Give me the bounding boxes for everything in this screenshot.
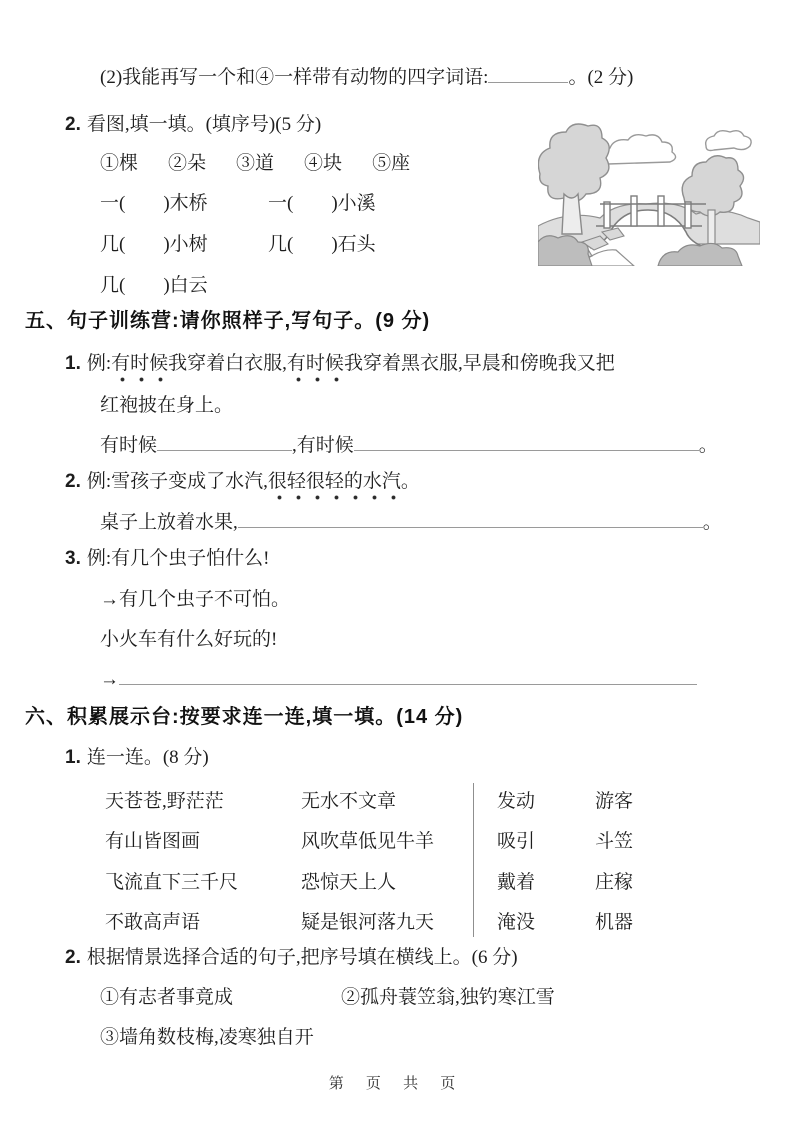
match-left-4[interactable]: 不敢高声语 <box>105 912 201 934</box>
bridge-post-2 <box>631 196 637 226</box>
question-1-2-prefix: (2) <box>100 66 123 88</box>
match-noun-4[interactable]: 机器 <box>595 912 634 934</box>
section-6-number: 六、 <box>25 706 67 728</box>
s5-item3-number: 3. <box>65 548 81 569</box>
s5-item1-emph2: 有时候 <box>287 353 344 382</box>
s5-item3-example <box>65 545 269 573</box>
question-2-title <box>65 111 321 139</box>
s6-item2-title-text: 根据情景选择合适的句子,把序号填在横线上。(6 分) <box>86 947 518 968</box>
measure-blank-wood-bridge[interactable]: 一( )木桥 <box>100 193 208 214</box>
match-left-3[interactable]: 飞流直下三千尺 <box>105 871 239 893</box>
match-left-1[interactable]: 天苍苍,野茫茫 <box>105 790 224 812</box>
measure-blank-stone[interactable]: 几( )石头 <box>268 234 376 255</box>
s5-item1-fill-mid: ,有时候 <box>292 434 354 456</box>
match-right-1[interactable]: 无水不文章 <box>301 790 397 812</box>
matching-divider <box>473 783 474 937</box>
match-left-2[interactable]: 有山皆图画 <box>105 831 201 853</box>
s5-item2-number: 2. <box>65 471 81 492</box>
s5-item2-pre: 例:雪孩子变成了水汽, <box>86 471 268 492</box>
s5-item2-answer-line <box>100 507 722 537</box>
section-5-title: 句子训练营:请你照样子,写句子。(9 分) <box>67 310 431 332</box>
match-noun-1[interactable]: 游客 <box>595 790 634 812</box>
s5-item3-line3: 小火车有什么好玩的! <box>100 629 278 650</box>
match-row-2 <box>105 820 720 861</box>
option-4-kuai: ④块 <box>304 153 343 174</box>
match-verb-4[interactable]: 淹没 <box>497 912 536 934</box>
sentence-option-3: ③墙角数枝梅,凌寒独自开 <box>100 1027 314 1048</box>
s5-item2-fill-pre: 桌子上放着水果, <box>100 511 238 533</box>
question-2-number: 2. <box>65 114 81 135</box>
s5-item1-number: 1. <box>65 353 81 374</box>
s6-item2-options-row-2 <box>100 1024 314 1052</box>
s5-item3-line2: →有几个虫子不可怕。 <box>100 589 291 610</box>
s6-item2-options-row-1 <box>100 984 555 1012</box>
s6-item1-title <box>65 744 209 772</box>
s5-item1-example <box>65 350 615 378</box>
s5-item3-line1: 例:有几个虫子怕什么! <box>86 548 270 569</box>
measure-row-3 <box>100 272 268 300</box>
match-row-1 <box>105 779 720 820</box>
question-1-2 <box>100 62 633 92</box>
measure-row-2 <box>100 231 376 259</box>
match-noun-2[interactable]: 斗笠 <box>595 831 634 853</box>
match-verb-2[interactable]: 吸引 <box>497 831 536 853</box>
bridge-post-1 <box>604 202 610 228</box>
page-footer <box>0 1072 793 1093</box>
measure-row-1 <box>100 190 376 218</box>
section-6-title: 积累展示台:按要求连一连,填一填。(14 分) <box>67 706 464 728</box>
match-noun-3[interactable]: 庄稼 <box>595 871 634 893</box>
section-6-header <box>25 703 463 731</box>
bridge-post-3 <box>658 196 664 226</box>
answer-blank-sometimes-1[interactable] <box>157 430 292 451</box>
s5-item2-post: 。 <box>400 471 420 492</box>
bridge-post-4 <box>685 202 691 228</box>
s6-item2-title <box>65 944 518 972</box>
question-2-title-text: 看图,填一填。(填序号)(5 分) <box>86 114 322 135</box>
s5-item1-fill-end: 。 <box>698 434 718 456</box>
s5-item1-line2-text: 红袍披在身上。 <box>100 395 234 416</box>
question-1-2-text: 我能再写一个和④一样带有动物的四字词语: <box>122 66 489 88</box>
s5-item1-answer-line <box>100 430 718 460</box>
measure-blank-stream[interactable]: 一( )小溪 <box>268 193 376 214</box>
s5-item1-pre: 例: <box>86 353 112 374</box>
match-row-4 <box>105 901 720 942</box>
option-2-duo: ②朵 <box>168 153 207 174</box>
cloud-large <box>600 135 676 165</box>
option-1-ke: ①棵 <box>100 153 139 174</box>
s5-item2-fill-end: 。 <box>702 511 722 533</box>
s5-item3-converted <box>100 586 290 614</box>
bridge-landscape-illustration <box>538 114 760 266</box>
question-2-options <box>100 150 410 178</box>
left-tree-trunk <box>562 194 582 234</box>
cloud-small <box>706 131 751 151</box>
sentence-option-1: ①有志者事竟成 <box>100 987 234 1008</box>
answer-blank-train-sentence[interactable] <box>119 664 697 685</box>
page-footer-text: 第 页 共 页 <box>328 1075 465 1092</box>
option-5-zuo: ⑤座 <box>372 153 411 174</box>
s6-item1-number: 1. <box>65 747 81 768</box>
answer-blank-fruit-sentence[interactable] <box>238 507 703 528</box>
s5-item1-mid1: 我穿着白衣服, <box>168 353 287 374</box>
match-right-2[interactable]: 风吹草低见牛羊 <box>301 831 435 853</box>
s5-item2-emph: 很轻很轻的水汽 <box>268 471 401 500</box>
measure-blank-white-cloud[interactable]: 几( )白云 <box>100 275 208 296</box>
match-right-4[interactable]: 疑是银河落九天 <box>301 912 435 934</box>
section-5-number: 五、 <box>25 310 67 332</box>
match-verb-3[interactable]: 戴着 <box>497 871 536 893</box>
s5-item3-prompt <box>100 626 277 654</box>
s6-item1-title-text: 连一连。(8 分) <box>86 747 209 768</box>
measure-blank-small-tree[interactable]: 几( )小树 <box>100 234 208 255</box>
answer-blank-sometimes-2[interactable] <box>354 430 699 451</box>
right-tree-trunk <box>708 210 715 244</box>
section-5-header <box>25 307 430 335</box>
s5-item1-fill-lead: 有时候 <box>100 434 158 456</box>
s6-item2-number: 2. <box>65 947 81 968</box>
sentence-option-2: ②孤舟蓑笠翁,独钓寒江雪 <box>341 987 555 1008</box>
s5-item2-example <box>65 468 420 496</box>
s5-item1-emph1: 有时候 <box>111 353 168 382</box>
left-tree-foliage <box>538 124 609 201</box>
match-row-3 <box>105 860 720 901</box>
s5-item3-answer-line <box>100 664 697 694</box>
s5-item1-example-line2 <box>100 392 233 420</box>
match-verb-1[interactable]: 发动 <box>497 790 536 812</box>
matching-exercise <box>105 779 720 941</box>
match-right-3[interactable]: 恐惊天上人 <box>301 871 397 893</box>
question-1-2-suffix: 。(2 分) <box>568 66 634 88</box>
arrow-icon: → <box>100 668 119 690</box>
s5-item1-mid2: 我穿着黑衣服,早晨和傍晚我又把 <box>343 353 615 374</box>
answer-blank-idiom[interactable] <box>488 62 568 83</box>
option-3-dao: ③道 <box>236 153 275 174</box>
